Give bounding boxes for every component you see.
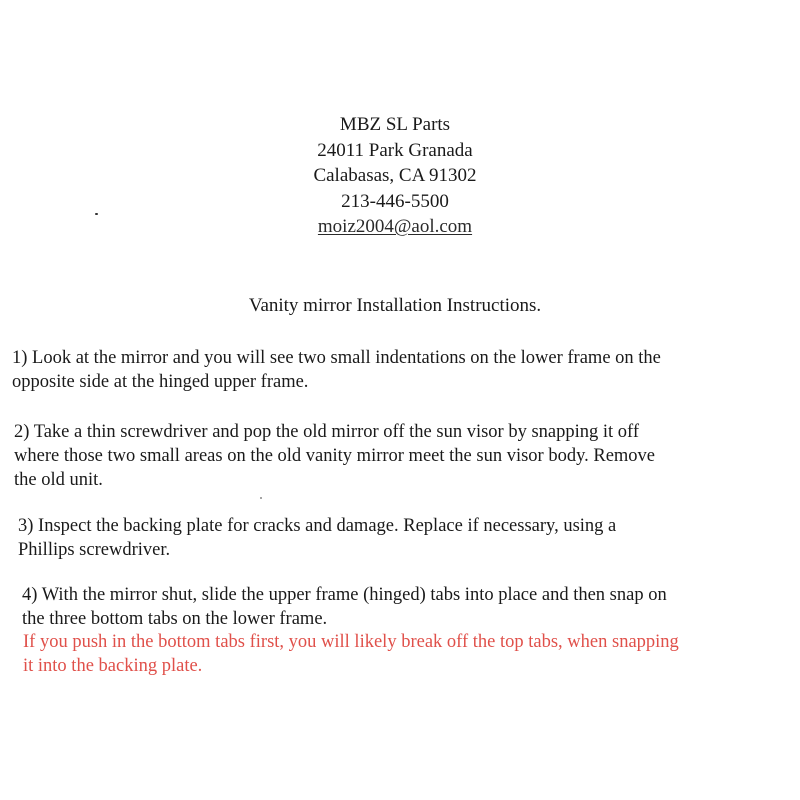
phone-number: 213-446-5500	[341, 190, 449, 212]
company-name: MBZ SL Parts	[339, 114, 451, 135]
city-state-zip: Calabasas, CA 91302	[313, 165, 477, 186]
step-line: the old unit.	[14, 470, 103, 490]
step-line: 1) Look at the mirror and you will see two small indentations on the lower frame on the	[12, 348, 661, 368]
document-title: Vanity mirror Installation Instructions.	[248, 295, 542, 316]
step-line: where those two small areas on the old vanity mirror meet the sun visor body. Remove	[14, 446, 656, 466]
step-line: 3) Inspect the backing plate for cracks and damage. Replace if necessary, using a	[18, 516, 617, 536]
step-line: Phillips screwdriver.	[18, 540, 171, 560]
step-2	[14, 420, 655, 492]
step-line: 4) With the mirror shut, slide the upper frame (hinged) tabs into place and then snap on	[22, 585, 667, 605]
step-line: opposite side at the hinged upper frame.	[12, 372, 309, 392]
step-line: the three bottom tabs on the lower frame.	[22, 609, 328, 629]
street-address: 24011 Park Granada	[317, 139, 473, 161]
scan-speck	[95, 213, 98, 215]
address-block	[0, 112, 790, 240]
step-line: 2) Take a thin screwdriver and pop the old mirror off the sun visor by snapping it off	[14, 422, 640, 442]
email-link[interactable]: moiz2004@aol.com	[317, 216, 473, 237]
step-3	[18, 514, 616, 562]
step-1	[12, 346, 661, 394]
warning-line: it into the backing plate.	[23, 656, 203, 676]
warning-note	[23, 630, 679, 678]
scan-speck	[260, 497, 262, 499]
step-4	[22, 583, 667, 631]
warning-line: If you push in the bottom tabs first, you will likely break off the top tabs, when snapping	[23, 632, 679, 652]
